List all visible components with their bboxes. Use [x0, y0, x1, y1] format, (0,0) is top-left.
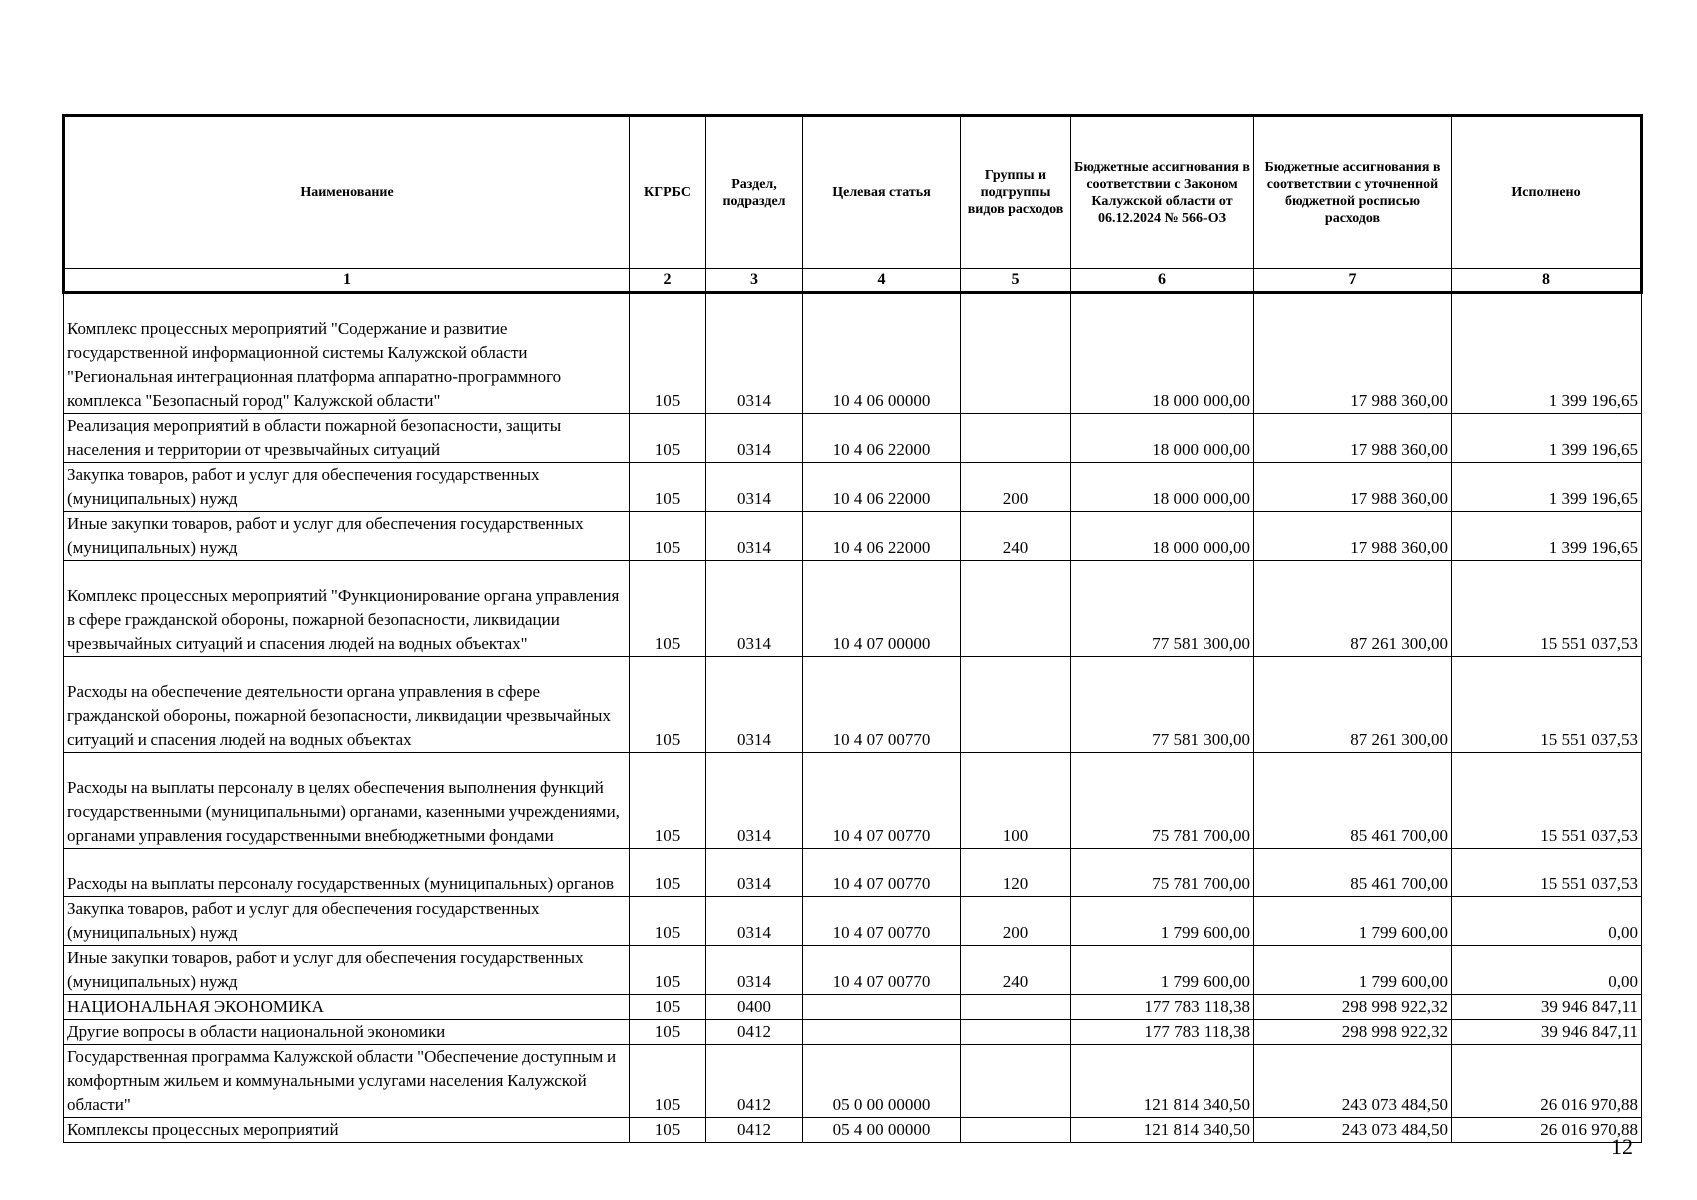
row-roster-allocation: 85 461 700,00 [1254, 849, 1452, 897]
row-kgrbs: 105 [630, 293, 706, 414]
row-kgrbs: 105 [630, 995, 706, 1020]
row-roster-allocation: 1 799 600,00 [1254, 897, 1452, 946]
row-target-article: 10 4 07 00000 [803, 561, 961, 657]
row-expense-group: 120 [961, 849, 1071, 897]
row-section: 0400 [706, 995, 803, 1020]
table-row [64, 463, 1642, 512]
row-kgrbs: 105 [630, 561, 706, 657]
row-expense-group: 240 [961, 512, 1071, 561]
column-number: 1 [64, 269, 630, 293]
row-target-article: 10 4 07 00770 [803, 946, 961, 995]
row-roster-allocation: 87 261 300,00 [1254, 657, 1452, 753]
row-executed: 1 399 196,65 [1452, 512, 1642, 561]
row-target-article [803, 1020, 961, 1045]
row-section: 0314 [706, 561, 803, 657]
row-name: Другие вопросы в области национальной экономики [64, 1020, 630, 1045]
row-kgrbs: 105 [630, 946, 706, 995]
table-row [64, 897, 1642, 946]
column-number: 2 [630, 269, 706, 293]
row-name: Реализация мероприятий в области пожарной безопасности, защиты населения и территории от чрезвычайных ситуаций [64, 414, 630, 463]
row-law-allocation: 18 000 000,00 [1071, 414, 1254, 463]
row-law-allocation: 77 581 300,00 [1071, 561, 1254, 657]
row-expense-group [961, 995, 1071, 1020]
table-row [64, 414, 1642, 463]
row-kgrbs: 105 [630, 897, 706, 946]
row-law-allocation: 75 781 700,00 [1071, 849, 1254, 897]
header-section: Раздел, подраздел [706, 116, 803, 269]
row-roster-allocation: 17 988 360,00 [1254, 293, 1452, 414]
row-executed: 26 016 970,88 [1452, 1045, 1642, 1118]
row-section: 0314 [706, 463, 803, 512]
row-kgrbs: 105 [630, 1045, 706, 1118]
row-name: Комплексы процессных мероприятий [64, 1118, 630, 1143]
column-number: 8 [1452, 269, 1642, 293]
row-name: Закупка товаров, работ и услуг для обеспечения государственных (муниципальных) нужд [64, 463, 630, 512]
header-law-allocations: Бюджетные ассигнования в соответствии с Законом Калужской области от 06.12.2024 № 566-ОЗ [1071, 116, 1254, 269]
row-name: Расходы на обеспечение деятельности органа управления в сфере гражданской обороны, пожарной безопасности, ликвидации чрезвычайных ситуаций и спасения людей на водных объектах [64, 657, 630, 753]
row-executed: 26 016 970,88 [1452, 1118, 1642, 1143]
row-expense-group [961, 414, 1071, 463]
row-name: Расходы на выплаты персоналу в целях обеспечения выполнения функций государственными (муниципальными) органами, казенными учреждениями, органами управления государственными внебюджетными фондами [64, 753, 630, 849]
row-name: Государственная программа Калужской области "Обеспечение доступным и комфортным жильем и коммунальными услугами населения Калужской области" [64, 1045, 630, 1118]
row-name: Комплекс процессных мероприятий "Содержание и развитие государственной информационной системы Калужской области "Региональная интеграционная платформа аппаратно-программного комплекса "Безопасный город" Калужской области" [64, 293, 630, 414]
row-section: 0412 [706, 1020, 803, 1045]
row-target-article: 05 4 00 00000 [803, 1118, 961, 1143]
row-law-allocation: 75 781 700,00 [1071, 753, 1254, 849]
row-executed: 1 399 196,65 [1452, 293, 1642, 414]
row-expense-group [961, 1020, 1071, 1045]
row-section: 0314 [706, 897, 803, 946]
row-expense-group: 200 [961, 897, 1071, 946]
row-target-article: 10 4 06 00000 [803, 293, 961, 414]
row-expense-group: 240 [961, 946, 1071, 995]
column-number: 6 [1071, 269, 1254, 293]
table-row [64, 946, 1642, 995]
row-expense-group [961, 561, 1071, 657]
row-name: Расходы на выплаты персоналу государственных (муниципальных) органов [64, 849, 630, 897]
row-section: 0314 [706, 849, 803, 897]
row-section: 0314 [706, 657, 803, 753]
table-row [64, 1118, 1642, 1143]
row-executed: 39 946 847,11 [1452, 1020, 1642, 1045]
row-name: Комплекс процессных мероприятий "Функционирование органа управления в сфере гражданской обороны, пожарной безопасности, ликвидации чрезвычайных ситуаций и спасения людей на водных объектах" [64, 561, 630, 657]
budget-table [62, 114, 1643, 1143]
row-section: 0412 [706, 1045, 803, 1118]
row-law-allocation: 121 814 340,50 [1071, 1118, 1254, 1143]
row-target-article: 10 4 06 22000 [803, 512, 961, 561]
row-roster-allocation: 17 988 360,00 [1254, 414, 1452, 463]
column-number-row [64, 269, 1642, 293]
row-target-article: 10 4 06 22000 [803, 463, 961, 512]
row-law-allocation: 121 814 340,50 [1071, 1045, 1254, 1118]
row-law-allocation: 177 783 118,38 [1071, 995, 1254, 1020]
row-law-allocation: 77 581 300,00 [1071, 657, 1254, 753]
header-target-article: Целевая статья [803, 116, 961, 269]
row-executed: 1 399 196,65 [1452, 463, 1642, 512]
row-kgrbs: 105 [630, 1118, 706, 1143]
row-roster-allocation: 87 261 300,00 [1254, 561, 1452, 657]
row-kgrbs: 105 [630, 753, 706, 849]
row-executed: 15 551 037,53 [1452, 561, 1642, 657]
table-row [64, 512, 1642, 561]
table-row [64, 1020, 1642, 1045]
row-section: 0314 [706, 946, 803, 995]
row-target-article [803, 995, 961, 1020]
row-roster-allocation: 298 998 922,32 [1254, 1020, 1452, 1045]
row-name: Иные закупки товаров, работ и услуг для обеспечения государственных (муниципальных) нужд [64, 946, 630, 995]
header-roster-allocations: Бюджетные ассигнования в соответствии с уточненной бюджетной росписью расходов [1254, 116, 1452, 269]
row-executed: 39 946 847,11 [1452, 995, 1642, 1020]
row-expense-group [961, 293, 1071, 414]
row-executed: 15 551 037,53 [1452, 849, 1642, 897]
row-target-article: 10 4 07 00770 [803, 849, 961, 897]
row-expense-group: 100 [961, 753, 1071, 849]
row-expense-group [961, 1045, 1071, 1118]
row-law-allocation: 18 000 000,00 [1071, 293, 1254, 414]
row-target-article: 10 4 07 00770 [803, 657, 961, 753]
row-roster-allocation: 1 799 600,00 [1254, 946, 1452, 995]
row-target-article: 10 4 07 00770 [803, 897, 961, 946]
row-executed: 0,00 [1452, 946, 1642, 995]
row-kgrbs: 105 [630, 512, 706, 561]
row-name: Иные закупки товаров, работ и услуг для обеспечения государственных (муниципальных) нужд [64, 512, 630, 561]
row-section: 0314 [706, 512, 803, 561]
table-row [64, 657, 1642, 753]
row-law-allocation: 1 799 600,00 [1071, 897, 1254, 946]
column-number: 3 [706, 269, 803, 293]
row-target-article: 10 4 06 22000 [803, 414, 961, 463]
table-row [64, 1045, 1642, 1118]
table-row [64, 995, 1642, 1020]
table-row [64, 561, 1642, 657]
row-expense-group [961, 1118, 1071, 1143]
row-roster-allocation: 298 998 922,32 [1254, 995, 1452, 1020]
row-law-allocation: 18 000 000,00 [1071, 512, 1254, 561]
header-executed: Исполнено [1452, 116, 1642, 269]
row-executed: 0,00 [1452, 897, 1642, 946]
table-row [64, 293, 1642, 414]
row-executed: 15 551 037,53 [1452, 657, 1642, 753]
row-roster-allocation: 243 073 484,50 [1254, 1045, 1452, 1118]
column-number: 4 [803, 269, 961, 293]
row-law-allocation: 18 000 000,00 [1071, 463, 1254, 512]
row-roster-allocation: 85 461 700,00 [1254, 753, 1452, 849]
row-section: 0314 [706, 753, 803, 849]
row-expense-group [961, 657, 1071, 753]
table-row [64, 849, 1642, 897]
header-row [64, 116, 1642, 269]
row-kgrbs: 105 [630, 414, 706, 463]
column-number: 7 [1254, 269, 1452, 293]
row-law-allocation: 177 783 118,38 [1071, 1020, 1254, 1045]
row-section: 0314 [706, 414, 803, 463]
table-row [64, 753, 1642, 849]
row-kgrbs: 105 [630, 1020, 706, 1045]
row-kgrbs: 105 [630, 463, 706, 512]
row-target-article: 10 4 07 00770 [803, 753, 961, 849]
row-name: НАЦИОНАЛЬНАЯ ЭКОНОМИКА [64, 995, 630, 1020]
row-roster-allocation: 17 988 360,00 [1254, 512, 1452, 561]
header-expense-group: Группы и подгруппы видов расходов [961, 116, 1071, 269]
row-law-allocation: 1 799 600,00 [1071, 946, 1254, 995]
row-kgrbs: 105 [630, 657, 706, 753]
row-executed: 15 551 037,53 [1452, 753, 1642, 849]
row-section: 0412 [706, 1118, 803, 1143]
row-expense-group: 200 [961, 463, 1071, 512]
row-target-article: 05 0 00 00000 [803, 1045, 961, 1118]
header-kgrbs: КГРБС [630, 116, 706, 269]
row-roster-allocation: 243 073 484,50 [1254, 1118, 1452, 1143]
header-name: Наименование [64, 116, 630, 269]
page-number: 12 [1611, 1134, 1633, 1159]
column-number: 5 [961, 269, 1071, 293]
row-roster-allocation: 17 988 360,00 [1254, 463, 1452, 512]
row-section: 0314 [706, 293, 803, 414]
row-name: Закупка товаров, работ и услуг для обеспечения государственных (муниципальных) нужд [64, 897, 630, 946]
row-executed: 1 399 196,65 [1452, 414, 1642, 463]
row-kgrbs: 105 [630, 849, 706, 897]
